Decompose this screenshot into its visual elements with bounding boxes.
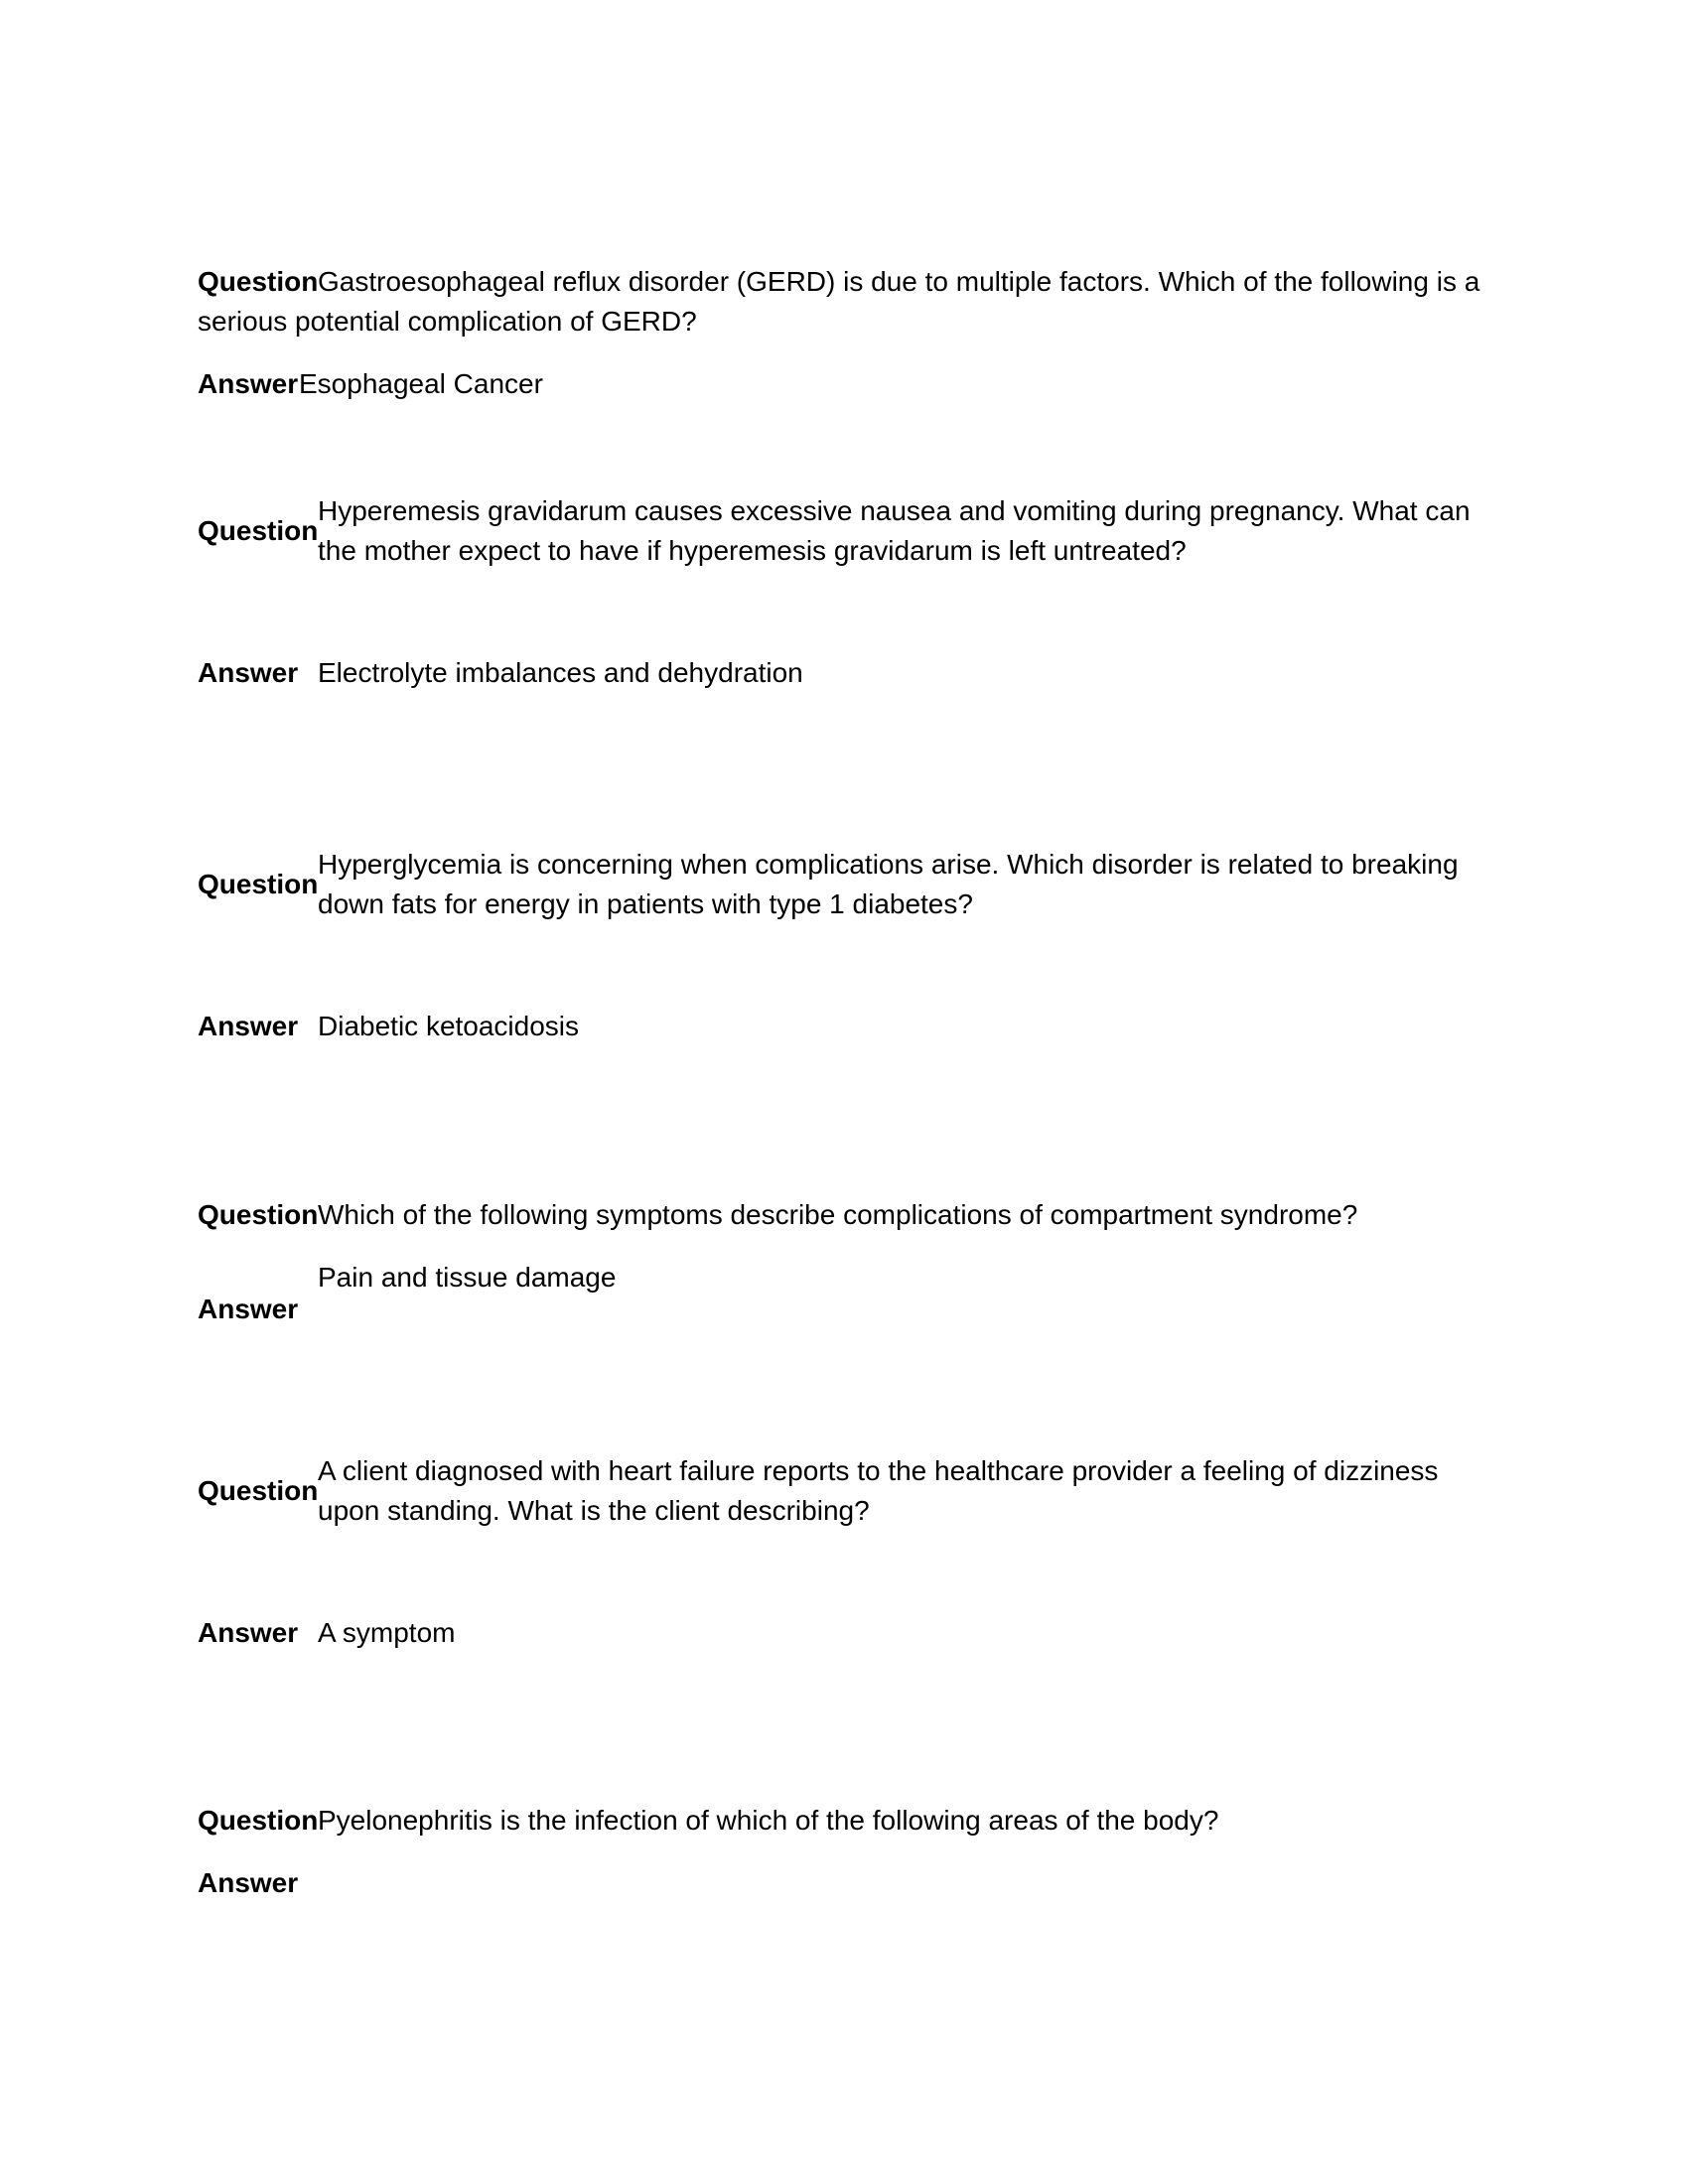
question-text-line-1: A client diagnosed with heart failure reports to the healthcare provider a feeling of dizziness — [318, 1455, 1439, 1486]
question-text: Which of the following symptoms describe complications of compartment syndrome? — [318, 1199, 1358, 1230]
answer-text: Electrolyte imbalances and dehydration — [318, 657, 803, 688]
question-text-line-1: Hyperemesis gravidarum causes excessive nausea and vomiting during pregnancy. What can — [318, 495, 1471, 526]
answer-text: Diabetic ketoacidosis — [318, 1011, 580, 1041]
question-text-line-2: the mother expect to have if hyperemesis gravidarum is left untreated? — [318, 535, 1187, 566]
question-text: Pyelonephritis is the infection of which of the following areas of the body? — [318, 1805, 1219, 1836]
question-label: Question — [198, 869, 319, 899]
answer-label: Answer — [198, 368, 299, 399]
question-text-line-2: serious potential complication of GERD? — [198, 306, 697, 337]
question-label: Question — [198, 1199, 319, 1230]
question-text-line-2: down fats for energy in patients with type 1 diabetes? — [318, 888, 973, 919]
question-text-line-1: Gastroesophageal reflux disorder (GERD) is due to multiple factors. Which of the following is a — [318, 266, 1480, 297]
answer-label: Answer — [198, 1011, 299, 1041]
answer-label: Answer — [198, 657, 299, 688]
question-text-line-1: Hyperglycemia is concerning when complications arise. Which disorder is related to breaking — [318, 849, 1459, 880]
answer-text: Esophageal Cancer — [299, 368, 543, 399]
question-label: Question — [198, 515, 319, 546]
question-text-line-2: upon standing. What is the client describing? — [318, 1495, 870, 1526]
answer-label: Answer — [198, 1617, 299, 1648]
question-label: Question — [198, 1475, 319, 1506]
answer-label: Answer — [198, 1294, 299, 1324]
answer-text: Pain and tissue damage — [318, 1262, 617, 1293]
answer-label: Answer — [198, 1867, 299, 1898]
question-label: Question — [198, 266, 319, 297]
question-label: Question — [198, 1805, 319, 1836]
answer-text: A symptom — [318, 1617, 456, 1648]
